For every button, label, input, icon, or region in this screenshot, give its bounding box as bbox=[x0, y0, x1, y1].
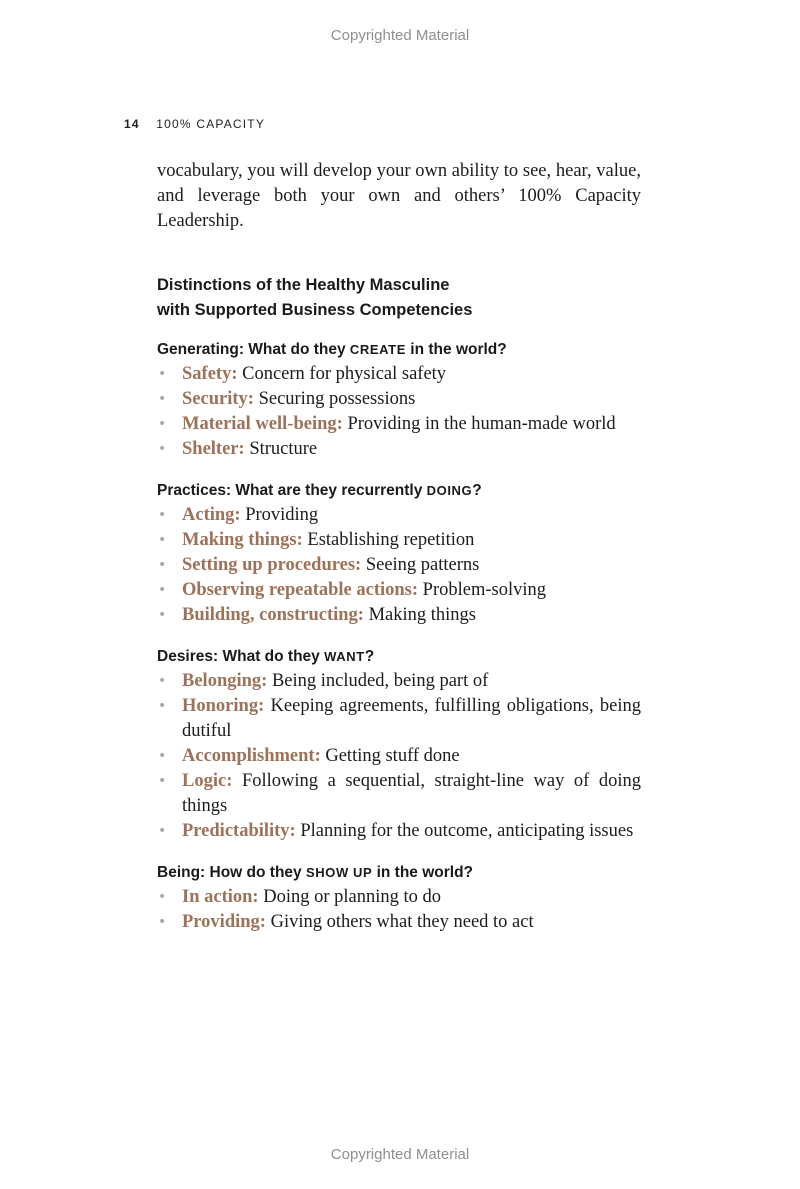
item-description: Providing bbox=[245, 505, 319, 525]
item-term: Safety: bbox=[182, 364, 238, 384]
item-description: Getting stuff done bbox=[325, 746, 460, 766]
list-item bbox=[157, 819, 641, 844]
section-heading-caps: DOING bbox=[426, 483, 473, 498]
item-term: Shelter: bbox=[182, 439, 245, 459]
item-term: Accomplishment: bbox=[182, 746, 321, 766]
section-heading-before: Desires: What do they bbox=[157, 648, 325, 665]
list-item bbox=[157, 387, 641, 412]
item-term: Logic: bbox=[182, 771, 233, 791]
section bbox=[157, 860, 641, 935]
bullet-icon: • bbox=[158, 366, 167, 382]
item-description: Structure bbox=[249, 439, 318, 459]
section bbox=[157, 337, 641, 462]
item-description: Seeing patterns bbox=[365, 555, 480, 575]
running-head bbox=[124, 117, 265, 131]
section-heading-after: in the world? bbox=[406, 341, 507, 358]
section-heading bbox=[157, 337, 641, 362]
bullet-list bbox=[157, 362, 641, 462]
bullet-icon: • bbox=[158, 557, 167, 573]
bullet-icon: • bbox=[158, 889, 167, 905]
page-number: 14 bbox=[124, 117, 140, 131]
intro-paragraph: vocabulary, you will develop your own ability to see, hear, value, and leverage both your own and others’ 100% Capacity Leadership. bbox=[157, 161, 641, 231]
bullet-icon: • bbox=[158, 582, 167, 598]
box-title-line-2: with Supported Business Competencies bbox=[157, 301, 473, 319]
bullet-icon: • bbox=[158, 698, 167, 714]
list-item bbox=[157, 503, 641, 528]
page-body bbox=[157, 159, 641, 935]
bullet-icon: • bbox=[158, 607, 167, 623]
list-item bbox=[157, 669, 641, 694]
bullet-icon: • bbox=[158, 391, 167, 407]
item-description: Problem-solving bbox=[422, 580, 546, 600]
item-term: Material well-being: bbox=[182, 414, 343, 434]
box-title-line-1: Distinctions of the Healthy Masculine bbox=[157, 276, 450, 294]
list-item bbox=[157, 694, 641, 744]
item-description: Providing in the human-made world bbox=[347, 414, 616, 434]
item-description: Following a sequential, straight-line way of doing things bbox=[182, 771, 642, 816]
section-heading-caps: WANT bbox=[324, 649, 365, 664]
item-description: Establishing repetition bbox=[307, 530, 475, 550]
item-description: Keeping agreements, fulfilling obligations, being dutiful bbox=[182, 696, 642, 741]
item-description: Planning for the outcome, anticipating issues bbox=[300, 821, 634, 841]
bullet-icon: • bbox=[158, 748, 167, 764]
book-title: 100% CAPACITY bbox=[156, 117, 266, 131]
list-item bbox=[157, 578, 641, 603]
copyright-watermark-top: Copyrighted Material bbox=[330, 27, 470, 44]
item-description: Securing possessions bbox=[258, 389, 416, 409]
list-item bbox=[157, 744, 641, 769]
bullet-list bbox=[157, 669, 641, 844]
section-heading-before: Practices: What are they recurrently bbox=[157, 482, 427, 499]
section-heading-before: Generating: What do they bbox=[157, 341, 350, 358]
bullet-icon: • bbox=[158, 823, 167, 839]
bullet-list bbox=[157, 503, 641, 628]
list-item bbox=[157, 412, 641, 437]
item-description: Making things bbox=[368, 605, 476, 625]
bullet-icon: • bbox=[158, 773, 167, 789]
section-heading-after: in the world? bbox=[372, 864, 474, 881]
bullet-icon: • bbox=[158, 507, 167, 523]
list-item bbox=[157, 362, 641, 387]
section-heading-after: ? bbox=[364, 648, 375, 665]
list-item bbox=[157, 437, 641, 462]
section-heading-after: ? bbox=[472, 482, 482, 499]
item-term: Honoring: bbox=[182, 696, 265, 716]
list-item bbox=[157, 910, 641, 935]
section-heading bbox=[157, 860, 641, 885]
section bbox=[157, 644, 641, 844]
bullet-list bbox=[157, 885, 641, 935]
item-term: Setting up procedures: bbox=[182, 555, 362, 575]
box-title bbox=[157, 273, 641, 323]
item-term: Security: bbox=[182, 389, 254, 409]
item-term: Building, constructing: bbox=[182, 605, 364, 625]
section-heading-caps: CREATE bbox=[349, 342, 406, 357]
section-heading bbox=[157, 644, 641, 669]
list-item bbox=[157, 769, 641, 819]
item-term: Providing: bbox=[182, 912, 266, 932]
item-term: Observing repeatable actions: bbox=[182, 580, 419, 600]
bullet-icon: • bbox=[158, 532, 167, 548]
list-item bbox=[157, 553, 641, 578]
item-description: Being included, being part of bbox=[271, 671, 489, 691]
item-term: Acting: bbox=[182, 505, 241, 525]
bullet-icon: • bbox=[158, 416, 167, 432]
item-term: Predictability: bbox=[182, 821, 296, 841]
list-item bbox=[157, 528, 641, 553]
item-description: Doing or planning to do bbox=[263, 887, 441, 907]
bullet-icon: • bbox=[158, 914, 167, 930]
section bbox=[157, 478, 641, 628]
item-description: Concern for physical safety bbox=[242, 364, 447, 384]
section-heading-caps: SHOW UP bbox=[305, 865, 373, 880]
item-term: Belonging: bbox=[182, 671, 268, 691]
list-item bbox=[157, 885, 641, 910]
item-description: Giving others what they need to act bbox=[270, 912, 534, 932]
distinctions-list bbox=[157, 337, 641, 935]
bullet-icon: • bbox=[158, 673, 167, 689]
item-term: Making things: bbox=[182, 530, 303, 550]
item-term: In action: bbox=[182, 887, 259, 907]
copyright-watermark-bottom: Copyrighted Material bbox=[330, 1146, 470, 1163]
bullet-icon: • bbox=[158, 441, 167, 457]
section-heading-before: Being: How do they bbox=[157, 864, 306, 881]
list-item bbox=[157, 603, 641, 628]
section-heading bbox=[157, 478, 641, 503]
